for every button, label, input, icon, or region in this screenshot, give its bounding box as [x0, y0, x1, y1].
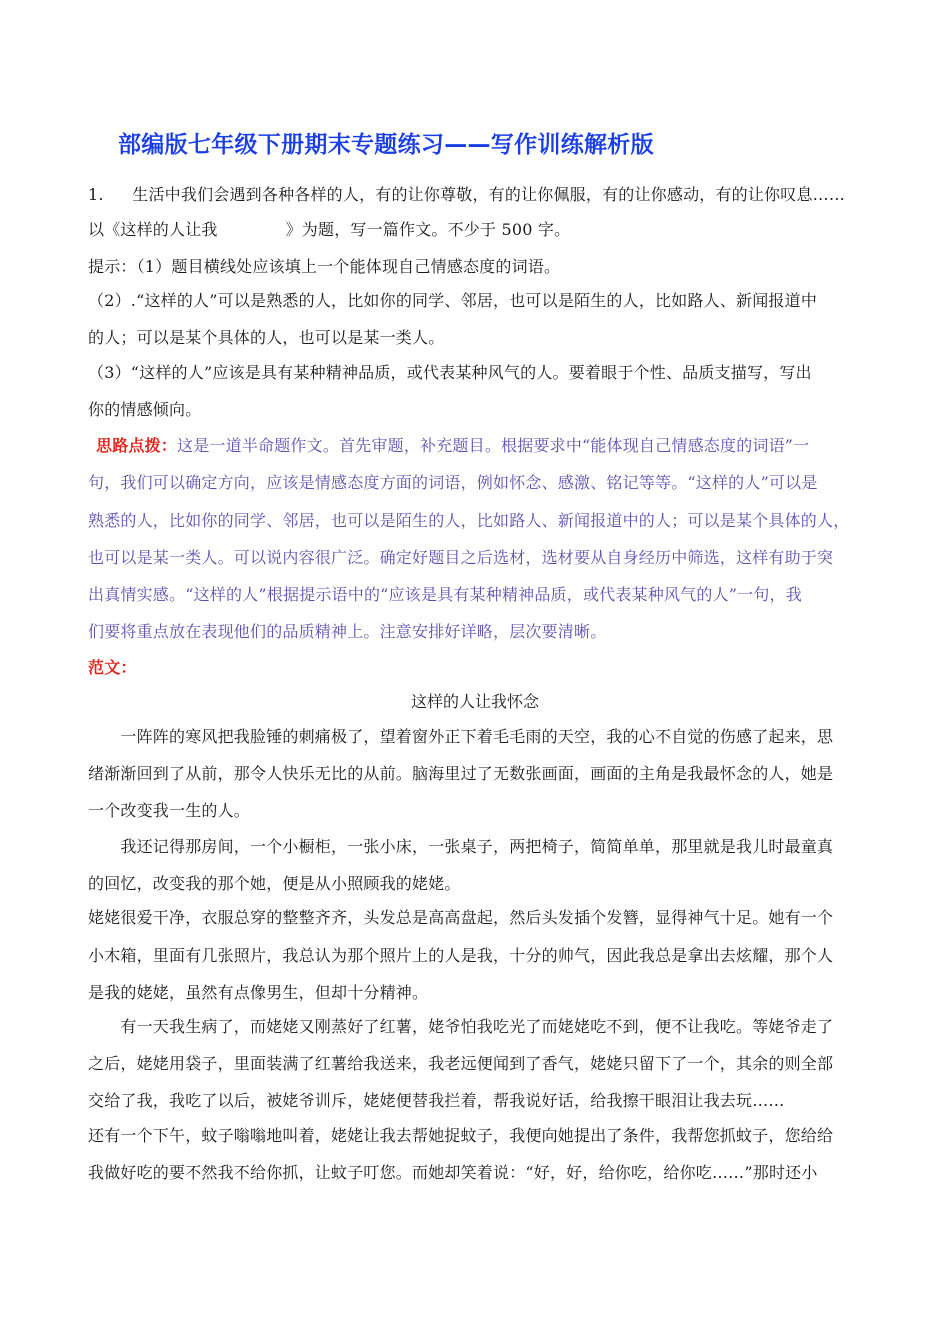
essay-line: 的回忆，改变我的那个她，便是从小照顾我的姥姥。 [88, 874, 461, 893]
question-title-prefix: 以《这样的人让我 [88, 220, 218, 239]
question-title-suffix: 》为题，写一篇作文。不少于 500 字。 [285, 220, 571, 239]
guidance-text: 这是一道半命题作文。首先审题，补充题目。根据要求中“能体现自己情感态度的词语”一 [177, 436, 810, 455]
sample-label: 范文： [88, 658, 137, 677]
essay-line: 之后，姥姥用袋子，里面装满了红薯给我送来，我老远便闻到了香气，姥姥只留下了一个，其余的则全部 [88, 1054, 834, 1073]
guidance-line-4: 也可以是某一类人。可以说内容很广泛。确定好题目之后选材，选材要从自身经历中筛选，这样有助于突 [88, 548, 834, 567]
essay-line: 还有一个下午，蚊子嗡嗡地叫着，姥姥让我去帮她捉蚊子，我便向她提出了条件，我帮您抓蚊子，您给给 [88, 1126, 834, 1145]
guidance-line-5: 出真情实感。“这样的人”根据提示语中的“应该是具有某种精神品质，或代表某种风气的人”一句，我 [88, 585, 802, 604]
hint-3a: （3）“这样的人”应该是具有某种精神品质，或代表某种风气的人。要着眼于个性、品质支描写，写出 [88, 363, 812, 382]
essay-line: 一个改变我一生的人。 [88, 801, 251, 820]
essay-line: 绪渐渐回到了从前，那令人快乐无比的从前。脑海里过了无数张画面，画面的主角是我最怀念的人，她是 [88, 764, 834, 783]
essay-line: 一阵阵的寒风把我脸锤的刺痛极了，望着窗外正下着毛毛雨的天空，我的心不自觉的伤感了起来，思 [88, 727, 834, 746]
essay-line: 有一天我生病了，而姥姥又刚蒸好了红薯，姥爷怕我吃光了而姥姥吃不到，便不让我吃。等姥爷走了 [88, 1017, 834, 1036]
guidance-label: 思路点拨： [96, 436, 178, 455]
question-number: 1. [88, 185, 104, 204]
essay-line: 交给了我，我吃了以后，被姥爷训斥，姥姥便替我拦着，帮我说好话，给我擦干眼泪让我去玩…… [88, 1091, 785, 1110]
question-line-2 [88, 218, 570, 242]
hint-1: 提示：（1）题目横线处应该填上一个能体现自己情感态度的词语。 [88, 257, 561, 276]
essay-title: 这样的人让我怀念 [410, 692, 539, 711]
hint-2b: 的人；可以是某个具体的人，也可以是某一类人。 [88, 328, 445, 347]
document-title: 部编版七年级下册期末专题练习——写作训练解析版 [118, 132, 654, 158]
essay-line: 我还记得那房间，一个小橱柜，一张小床，一张桌子，两把椅子，简简单单，那里就是我儿时最童真 [88, 837, 834, 856]
hint-2a: （2）.“这样的人”可以是熟悉的人，比如你的同学、邻居，也可以是陌生的人，比如路人、新闻报道中 [88, 291, 818, 310]
essay-line: 姥姥很爱干净，衣服总穿的整整齐齐，头发总是高高盘起，然后头发插个发簪，显得神气十足。她有一个 [88, 908, 834, 927]
guidance-line-6: 们要将重点放在表现他们的品质精神上。注意安排好详略，层次要清晰。 [88, 622, 607, 641]
guidance-line-3: 熟悉的人，比如你的同学、邻居，也可以是陌生的人，比如路人、新闻报道中的人；可以是某个具体的人， [88, 511, 850, 530]
question-line-1 [88, 183, 845, 207]
essay-line: 是我的姥姥，虽然有点像男生，但却十分精神。 [88, 983, 429, 1002]
question-text: 生活中我们会遇到各种各样的人，有的让你尊敬，有的让你佩服，有的让你感动，有的让你叹息…… [132, 185, 846, 204]
essay-line: 我做好吃的要不然我不给你抓，让蚊子叮您。而她却笑着说：“好，好，给你吃，给你吃……”那时还小 [88, 1163, 818, 1182]
guidance-line-1 [96, 434, 809, 458]
essay-line: 小木箱，里面有几张照片，我总认为那个照片上的人是我，十分的帅气，因此我总是拿出去炫耀，那个人 [88, 946, 834, 965]
guidance-line-2: 句，我们可以确定方向，应该是情感态度方面的词语，例如怀念、感激、铭记等等。“这样的人”可以是 [88, 473, 818, 492]
hint-3b: 你的情感倾向。 [88, 400, 202, 419]
